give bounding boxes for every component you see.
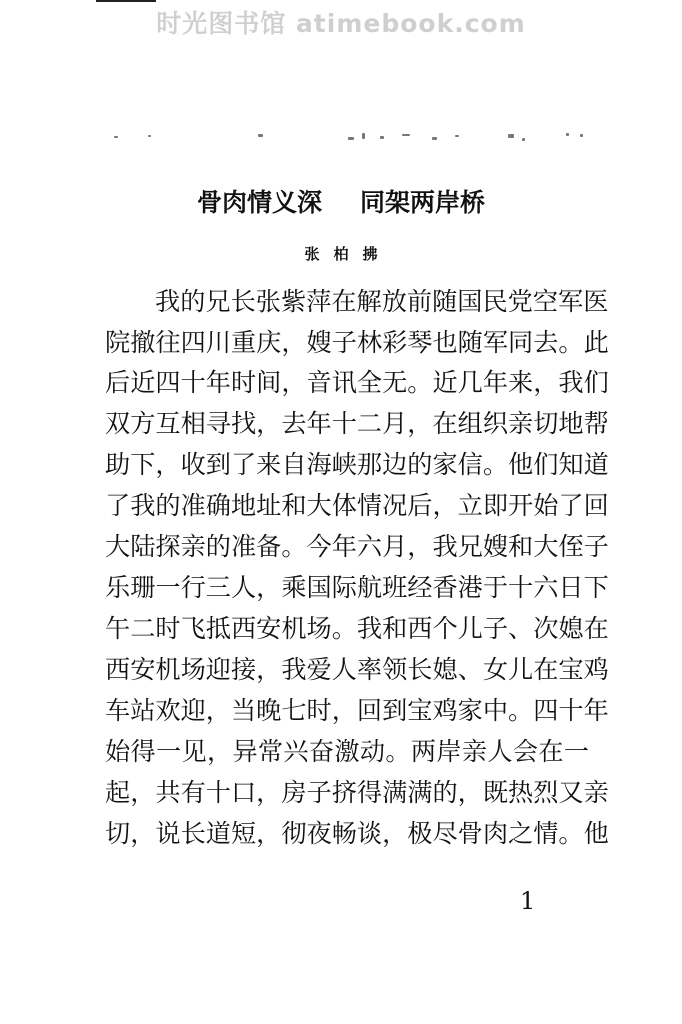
body-line: 大陆探亲的准备。今年六月，我兄嫂和大侄子 xyxy=(105,532,609,561)
body-line: 助下，收到了来自海峡那边的家信。他们知道 xyxy=(105,450,609,479)
body-line: 车站欢迎，当晚七时，回到宝鸡家中。四十年 xyxy=(105,696,609,725)
top-rule xyxy=(96,0,156,2)
body-line: 乐珊一行三人，乘国际航班经香港于十六日下 xyxy=(105,573,609,602)
body-line: 双方互相寻找，去年十二月，在组织亲切地帮 xyxy=(105,409,609,438)
body-line: 始得一见，异常兴奋激动。两岸亲人会在一 xyxy=(105,737,589,766)
body-line: 后近四十年时间，音讯全无。近几年来，我们 xyxy=(105,368,609,397)
body-line: 午二时飞抵西安机场。我和西个儿子、次媳在 xyxy=(105,614,609,643)
article-title xyxy=(0,183,682,219)
body-line: 切，说长道短，彻夜畅谈，极尽骨肉之情。他 xyxy=(105,819,609,848)
body-line: 西安机场迎接，我爱人率领长媳、女儿在宝鸡 xyxy=(105,655,609,684)
watermark: 时光图书馆 atimebook.com xyxy=(156,9,526,38)
page-number: 1 xyxy=(520,887,536,915)
body-line: 我的兄长张紫萍在解放前随国民党空军医 xyxy=(155,287,609,316)
title-part-2: 同架两岸桥 xyxy=(360,188,486,217)
article-author: 张柏拂 xyxy=(304,245,392,263)
title-part-1: 骨肉情义深 xyxy=(196,188,322,217)
body-line: 院撤往四川重庆，嫂子林彩琴也随军同去。此 xyxy=(105,328,609,357)
scan-specks xyxy=(110,128,590,148)
body-line: 了我的准确地址和大体情况后，立即开始了回 xyxy=(105,491,609,520)
body-line: 起，共有十口，房子挤得满满的，既热烈又亲 xyxy=(105,778,609,807)
